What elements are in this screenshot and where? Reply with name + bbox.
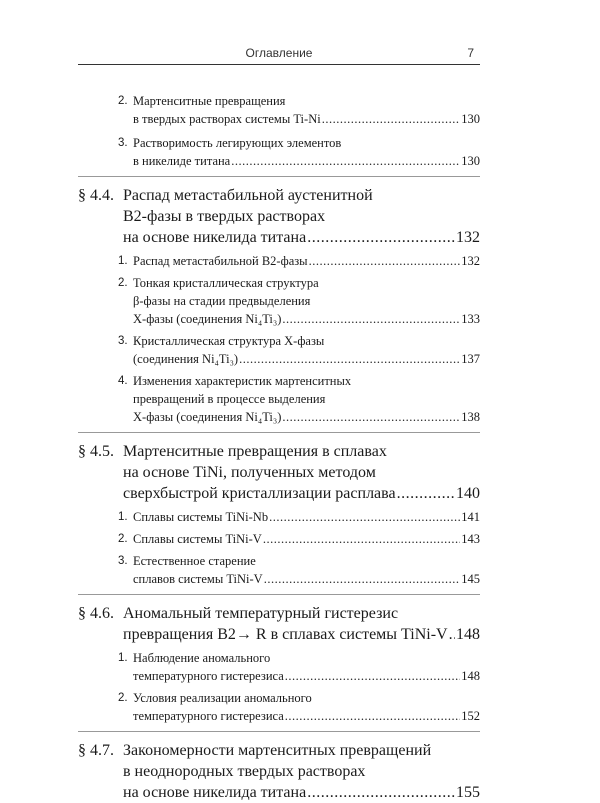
toc-subsection[interactable] <box>78 252 480 270</box>
page-number: 130 <box>461 112 480 126</box>
subsection-number: 3. <box>118 335 128 347</box>
leader-dots <box>263 530 460 548</box>
subsection-line: Растворимость легирующих элементов <box>133 136 342 150</box>
section-title-line: B2-фазы в твердых растворах <box>123 208 326 225</box>
subsection-line: Наблюдение аномального <box>133 651 271 665</box>
subsection-line: температурного гистерезиса <box>133 669 284 683</box>
subsection-line: Тонкая кристаллическая структура <box>133 276 319 290</box>
leader-dots <box>449 624 455 645</box>
toc-subsection[interactable] <box>78 649 480 685</box>
section-title-line: сверхбыстрой кристаллизации расплава <box>123 485 396 502</box>
subsection-number: 2. <box>118 95 128 107</box>
page-number: 143 <box>461 532 480 546</box>
subsection-line: Сплавы системы TiNi-Nb <box>133 510 269 524</box>
toc-subsection[interactable] <box>78 134 480 170</box>
leader-dots <box>282 408 460 426</box>
subsection-line: Сплавы системы TiNi-V <box>133 532 262 546</box>
subsection-number: 2. <box>118 692 128 704</box>
running-header <box>78 44 480 65</box>
subsection-line: в твердых растворах системы Ti-Ni <box>133 112 321 126</box>
subsection-line: температурного гистерезиса <box>133 709 284 723</box>
page-number: 130 <box>461 154 480 168</box>
page-number: 152 <box>461 709 480 723</box>
toc-subsection[interactable] <box>78 274 480 328</box>
subsection-line: превращений в процессе выделения <box>133 392 326 406</box>
page-number: 132 <box>456 229 480 246</box>
subsection-line: (соединения Ni₄Ti₃) <box>133 352 239 366</box>
page-number: 148 <box>461 669 480 683</box>
toc-subsection[interactable] <box>78 689 480 725</box>
toc-subsection[interactable] <box>78 508 480 526</box>
page-number: 141 <box>461 510 480 524</box>
page-number: 137 <box>461 352 480 366</box>
section-number: § 4.7. <box>78 742 114 759</box>
leader-dots <box>269 508 460 526</box>
leader-dots <box>285 707 460 725</box>
divider <box>78 176 480 177</box>
section-title-line: Распад метастабильной аустенитной <box>123 187 373 204</box>
leader-dots <box>264 570 461 588</box>
page-number: 155 <box>456 784 480 801</box>
table-of-contents <box>78 92 480 803</box>
divider <box>78 731 480 732</box>
subsection-number: 1. <box>118 652 128 664</box>
section-title-line: Мартенситные превращения в сплавах <box>123 443 387 460</box>
subsection-line: сплавов системы TiNi-V <box>133 572 263 586</box>
subsection-line: Изменения характеристик мартенситных <box>133 374 352 388</box>
toc-subsection[interactable] <box>78 530 480 548</box>
section-number: § 4.4. <box>78 187 114 204</box>
subsection-number: 2. <box>118 533 128 545</box>
subsection-line: β-фазы на стадии предвыделения <box>133 294 311 308</box>
section-title-line: Аномальный температурный гистерезис <box>123 605 399 622</box>
subsection-number: 1. <box>118 255 128 267</box>
section-title-line: на основе TiNi, полученных методом <box>123 464 376 481</box>
toc-section[interactable] <box>78 185 480 248</box>
page-number: 148 <box>456 626 480 643</box>
leader-dots <box>231 152 460 170</box>
subsection-number: 2. <box>118 277 128 289</box>
subsection-number: 3. <box>118 555 128 567</box>
page-number: 138 <box>461 410 480 424</box>
toc-subsection[interactable] <box>78 332 480 368</box>
subsection-line: Распад метастабильной B2-фазы <box>133 254 308 268</box>
subsection-line: Мартенситные превращения <box>133 94 286 108</box>
divider <box>78 432 480 433</box>
page-number: 132 <box>461 254 480 268</box>
subsection-line: Кристаллическая структура X-фазы <box>133 334 325 348</box>
section-number: § 4.5. <box>78 443 114 460</box>
header-title: Оглавление <box>245 46 313 60</box>
divider <box>78 594 480 595</box>
toc-section[interactable] <box>78 603 480 645</box>
toc-section[interactable] <box>78 441 480 504</box>
leader-dots <box>307 227 455 248</box>
leader-dots <box>239 350 460 368</box>
header-page-number: 7 <box>467 46 474 60</box>
subsection-line: Естественное старение <box>133 554 256 568</box>
subsection-line: X-фазы (соединения Ni₄Ti₃) <box>133 312 282 326</box>
subsection-line: Условия реализации аномального <box>133 691 312 705</box>
toc-subsection[interactable] <box>78 552 480 588</box>
page-number: 133 <box>461 312 480 326</box>
leader-dots <box>322 110 461 128</box>
subsection-line: X-фазы (соединения Ni₄Ti₃) <box>133 410 282 424</box>
toc-subsection[interactable] <box>78 372 480 426</box>
leader-dots <box>285 667 460 685</box>
section-number: § 4.6. <box>78 605 114 622</box>
leader-dots <box>307 782 455 803</box>
subsection-number: 3. <box>118 137 128 149</box>
toc-section[interactable] <box>78 740 480 803</box>
page-number: 145 <box>461 572 480 586</box>
leader-dots <box>397 483 455 504</box>
subsection-number: 4. <box>118 375 128 387</box>
section-title-line: превращения B2→ R в сплавах системы TiNi-V <box>123 626 448 643</box>
leader-dots <box>309 252 461 270</box>
toc-subsection[interactable] <box>78 92 480 128</box>
section-title-line: Закономерности мартенситных превращений <box>123 742 432 759</box>
section-title-line: на основе никелида титана <box>123 229 307 246</box>
page-number: 140 <box>456 485 480 502</box>
section-title-line: в неоднородных твердых растворах <box>123 763 366 780</box>
leader-dots <box>282 310 460 328</box>
subsection-number: 1. <box>118 511 128 523</box>
subsection-line: в никелиде титана <box>133 154 231 168</box>
section-title-line: на основе никелида титана <box>123 784 307 801</box>
